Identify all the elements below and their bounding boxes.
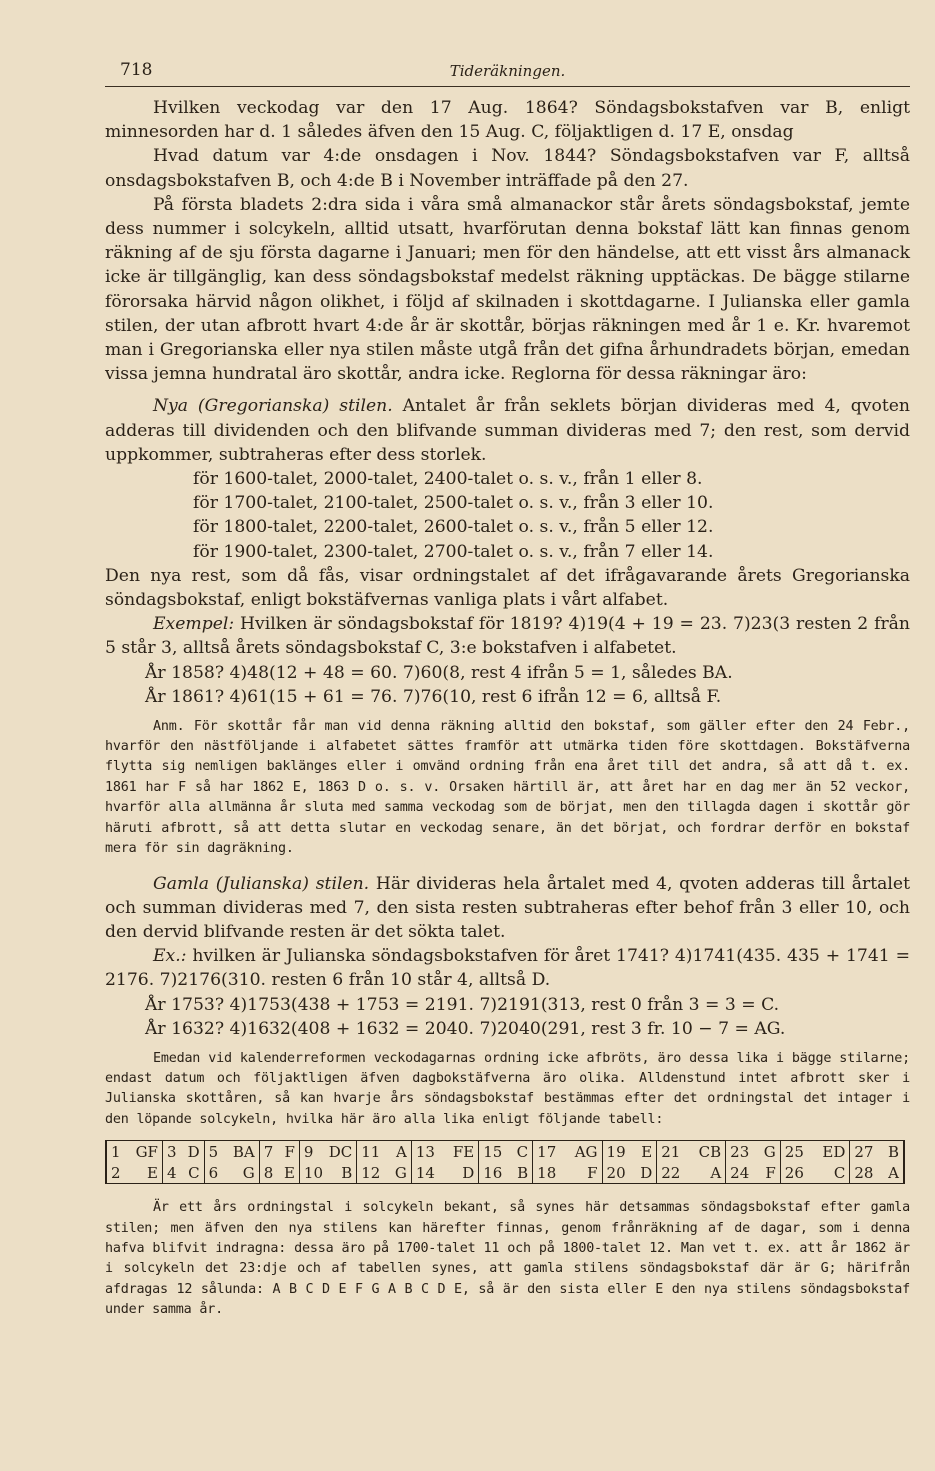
sunday-letter: B [341,1163,353,1182]
gregorian-heading: Nya (Gregorianska) stilen. [153,396,393,417]
table-cell [259,1141,299,1163]
cycle-number: 10 [303,1163,323,1182]
example-label: Exempel: [153,614,235,635]
cycle-number: 7 [263,1142,274,1161]
cycle-number: 16 [483,1163,503,1182]
list-item: för 1800-talet, 2200-talet, 2600-talet o. s. v., från 5 eller 12. [193,517,714,538]
example-line: År 1632? 4)1632(408 + 1632 = 2040. 7)2040(291, rest 3 fr. 10 − 7 = AG. [145,1018,786,1039]
table-cell [162,1162,204,1184]
table-cell [726,1141,781,1163]
sunday-letter: G [763,1142,776,1161]
sunday-letter: A [888,1163,899,1182]
paragraph-weekday-example: Hvilken veckodag var den 17 Aug. 1864? Söndagsbokstafven var B, enligt minnesorden har d. 1 således äfven den 15 Aug. C, följaktligen d. 17 E, onsdag [105,98,910,143]
cycle-number: 26 [784,1163,804,1182]
table-cell [602,1141,657,1163]
gregorian-example [105,612,910,660]
cycle-number: 11 [361,1142,381,1161]
table-cell [411,1141,478,1163]
cycle-number: 5 [208,1142,219,1161]
cycle-number: 1 [111,1142,121,1161]
sunday-letter: GF [135,1142,158,1161]
cycle-number: 23 [730,1142,750,1161]
solar-cycle-table [105,1140,905,1184]
table-cell [602,1162,657,1184]
table-cell [411,1162,478,1184]
table-cell [106,1162,162,1184]
page-body [105,96,910,1321]
table-cell [657,1162,726,1184]
table-cell [479,1141,533,1163]
gregorian-note: Anm. För skottår får man vid denna räkning alltid den bokstaf, som gäller efter den 24 Febr., hvarför den nästföljande i alfabetet sättes framför att utmärka tiden före skottdagen. Bokstäfverna flytta sig nemligen baklänges eller i omvänd ordning från ena året till det andra, så att då t. ex. 1861 har F så har 1862 E, 1863 D o. s. v. Orsaken härtill är, att året har en dag mer än 52 veckor, hvarför alla allmänna år sluta med samma veckodag som de börjat, men den tillagda dagen i skottår gör häruti afbrott, så att detta slutar en veckodag senare, än det börjat, och fordrar derför en bokstaf mera för sin dagräkning. [105,718,910,857]
cycle-number: 4 [166,1163,177,1182]
sunday-letter: F [765,1163,776,1182]
gregorian-text: Antalet år från seklets början divideras med 4, qvoten adderas till dividenden och den blifvande summan divideras med 7; den rest, som dervid uppkommer, subtraheras efter dess storlek. [105,396,910,465]
cycle-number: 6 [208,1163,219,1182]
sunday-letter: F [284,1142,295,1161]
cycle-number: 19 [606,1142,626,1161]
sunday-letter: E [641,1142,653,1161]
table-cell [299,1162,356,1184]
table-cell [106,1141,162,1163]
cycle-number: 9 [303,1142,314,1161]
sunday-letter: B [887,1142,899,1161]
julian-example-text: hvilken är Julianska söndagsbokstafven för året 1741? 4)1741(435. 435 + 1741 = 2176. 7)2176(310. resten 6 från 10 står 4, alltså D. [105,946,910,991]
sunday-letter: C [188,1163,200,1182]
cycle-number: 21 [661,1142,681,1161]
example-line: År 1858? 4)48(12 + 48 = 60. 7)60(8, rest 4 ifrån 5 = 1, således BA. [145,662,733,683]
sunday-letter: F [587,1163,598,1182]
paragraph-date-example: Hvad datum var 4:de onsdagen i Nov. 1844? Söndagsbokstafven var F, alltså onsdagsbokstafven B, och 4:de B i November inträffade på den 27. [105,146,910,191]
sunday-letter: DC [328,1142,353,1161]
table-row [106,1141,904,1163]
sunday-letter: ED [822,1142,846,1161]
cycle-number: 8 [263,1163,274,1182]
list-item: för 1900-talet, 2300-talet, 2700-talet o. s. v., från 7 eller 14. [193,541,714,562]
sunday-letter: D [462,1163,475,1182]
sunday-letter: G [242,1163,255,1182]
table-cell [204,1141,259,1163]
sunday-letter: A [710,1163,722,1182]
example-line: År 1861? 4)61(15 + 61 = 76. 7)76(10, rest 6 ifrån 12 = 6, alltså F. [145,686,722,707]
sunday-letter: B [517,1163,529,1182]
cycle-number: 20 [606,1163,626,1182]
table-cell [299,1141,356,1163]
sunday-letter: AG [574,1142,598,1161]
table-cell [479,1162,533,1184]
table-cell [162,1141,204,1163]
cycle-number: 27 [854,1142,874,1161]
running-title: Tideräkningen. [449,62,566,80]
julian-example-label: Ex.: [153,946,187,967]
table-cell [533,1141,602,1163]
list-item: för 1700-talet, 2100-talet, 2500-talet o. s. v., från 3 eller 10. [193,493,714,514]
cycle-number: 28 [854,1163,874,1182]
julian-note: Emedan vid kalenderreformen veckodagarnas ordning icke afbröts, äro dessa lika i bägge stilarne; endast datum och följaktligen äfven dagbokstäfverna äro olika. Alldenstund intet afbrott sker i Julianska skottåren, så kan hvarje års söndagsbokstaf bestämmas efter det ordningstal det intager i den löpande solcykeln, hvilka här äro alla lika enligt följande tabell: [105,1050,910,1127]
table-cell [850,1162,904,1184]
table-cell [780,1141,850,1163]
table-cell [726,1162,781,1184]
julian-paragraph [105,872,910,945]
example-text: Hvilken är söndagsbokstaf för 1819? 4)19(4 + 19 = 23. 7)23(3 resten 2 från 5 står 3, alltså årets söndagsbokstaf C, 3:e bokstafven i alfabetet. [105,614,910,659]
table-row [106,1162,904,1184]
sunday-letter: FE [452,1142,475,1161]
table-cell [780,1162,850,1184]
example-line: År 1753? 4)1753(438 + 1753 = 2191. 7)2191(313, rest 0 från 3 = 3 = C. [145,994,780,1015]
cycle-number: 12 [361,1163,381,1182]
sunday-letter: A [395,1142,407,1161]
cycle-number: 13 [415,1142,435,1161]
sunday-letter: E [147,1163,158,1182]
cycle-number: 15 [483,1142,503,1161]
sunday-letter: D [640,1163,653,1182]
sunday-letter: C [833,1163,846,1182]
cycle-number: 22 [661,1163,681,1182]
julian-heading: Gamla (Julianska) stilen. [153,873,370,894]
cycle-number: 2 [111,1163,121,1182]
sunday-letter: CB [698,1142,722,1161]
paragraph-almanac: På första bladets 2:dra sida i våra små almanackor står årets söndagsbokstaf, jemte dess nummer i solcykeln, alltid utsatt, hvarförutan denna bokstaf lätt kan finnas genom räkning af de sju första dagarne i Januari; men för den händelse, att ett visst års almanack icke är tillgänglig, kan dess söndagsbokstaf medelst räkning upptäckas. De bägge stilarne förorsaka härvid någon olikhet, i följd af skilnaden i skottdagarne. I Julianska eller gamla stilen, der utan afbrott hvart 4:de år är skottår, börjas räkningen med år 1 e. Kr. hvaremot man i Gregorianska eller nya stilen måste utgå från det gifna århundradets början, emedan vissa jemna hundratal äro skottår, andra icke. Reglorna för dessa räkningar äro: [105,194,910,385]
cycle-number: 17 [537,1142,557,1161]
table-cell [657,1141,726,1163]
table-cell [357,1162,412,1184]
century-list [193,467,910,564]
sunday-letter: G [394,1163,407,1182]
table-cell [357,1141,412,1163]
table-cell [204,1162,259,1184]
page-number: 718 [120,60,153,80]
gregorian-after: Den nya rest, som då fås, visar ordningstalet af det ifrågavarande årets Gregorianska söndagsbokstaf, enligt bokstäfvernas vanliga plats i vårt alfabet. [105,565,910,611]
cycle-number: 25 [784,1142,804,1161]
table-cell [533,1162,602,1184]
cycle-number: 18 [537,1163,557,1182]
julian-example [105,944,910,992]
sunday-letter: E [283,1163,295,1182]
closing-paragraph: Är ett års ordningstal i solcykeln bekant, så synes här detsammas söndagsbokstaf efter gamla stilen; men äfven den nya stilens kan härefter finnas, genom frånräkning af de dagar, som i denna hafva blifvit indragna: dessa äro på 1700-talet 11 och på 1800-talet 12. Man vet t. ex. att år 1862 är i solcykeln det 23:dje och af tabellen synes, att gamla stilens söndagsbokstaf där är G; härifrån afdragas 12 sålunda: A B C D E F G A B C D E, så är den sista eller E den nya stilens söndagsbokstaf under samma år. [105,1200,910,1318]
table-cell [850,1141,904,1163]
julian-text: Här divideras hela årtalet med 4, qvoten adderas till årtalet och summan divideras med 7, den sista resten subtraheras efter behof från 3 eller 10, och den dervid blifvande resten är det sökta talet. [105,873,910,942]
cycle-number: 3 [166,1142,177,1161]
sunday-letter: BA [232,1142,255,1161]
gregorian-paragraph [105,394,910,467]
page-header [105,60,910,87]
sunday-letter: C [516,1142,529,1161]
cycle-number: 24 [730,1163,750,1182]
table-cell [259,1162,299,1184]
cycle-number: 14 [415,1163,435,1182]
sunday-letter: D [187,1142,200,1161]
list-item: för 1600-talet, 2000-talet, 2400-talet o. s. v., från 1 eller 8. [193,469,703,490]
